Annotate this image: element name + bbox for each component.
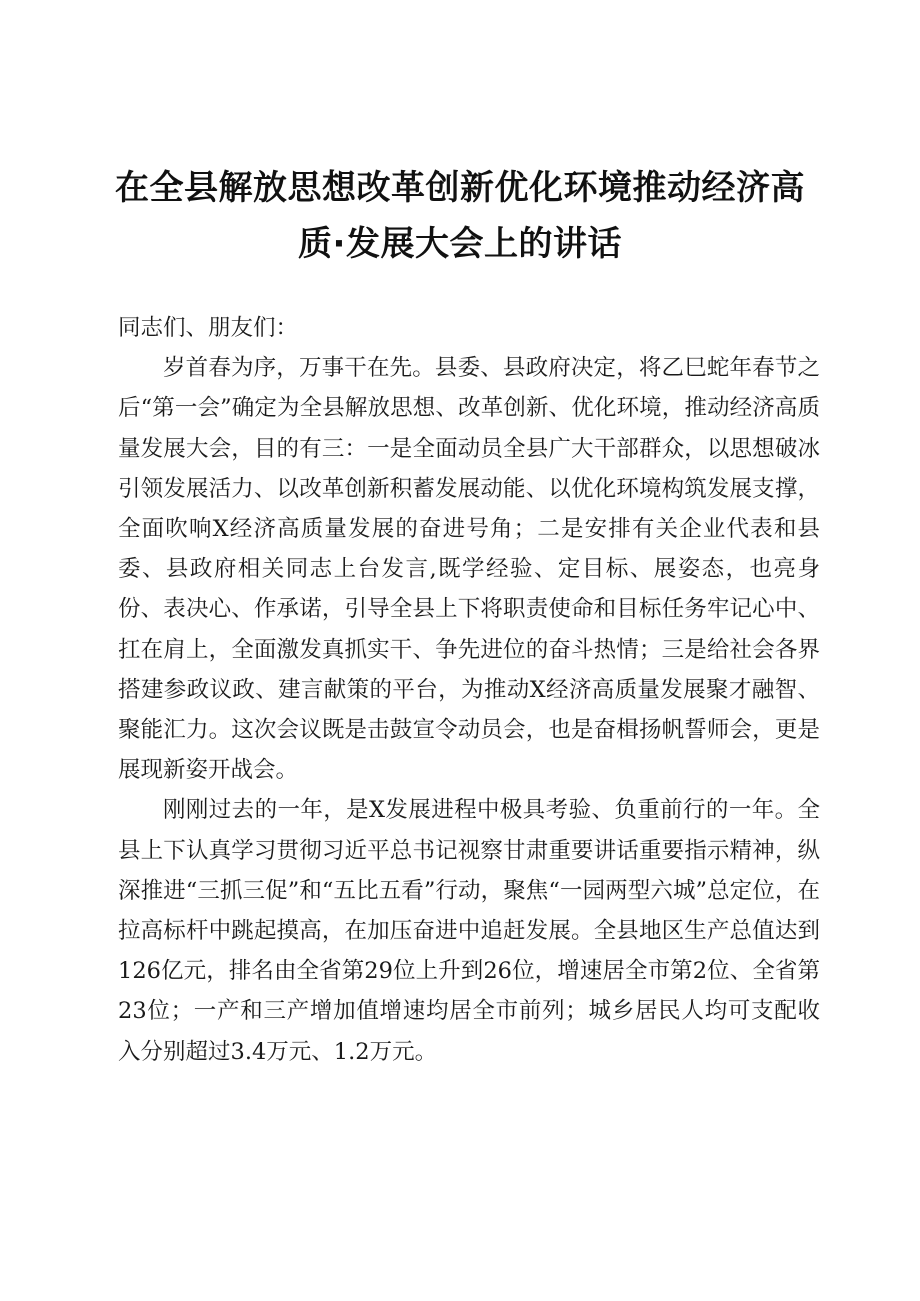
title-line-1: 在全县解放思想改革创新优化环境推动经济高 — [115, 168, 805, 208]
document-body — [118, 308, 820, 1072]
salutation: 同志们、朋友们： — [118, 315, 299, 341]
paragraph: 岁首春为序，万事干在先。县委、县政府决定，将乙巳蛇年春节之后“第一会”确定为全县解放思想、改革创新、优化环境，推动经济高质量发展大会，目的有三：一是全面动员全县广大干部群众，以思想破冰引领发展活力、以改革创新积蓄发展动能、以优化环境构筑发展支撑，全面吹响X经济高质量发展的奋进号角；二是安排有关企业代表和县委、县政府相关同志上台发言,既学经验、定目标、展姿态，也亮身份、表决心、作承诺，引导全县上下将职责使命和目标任务牢记心中、扛在肩上，全面激发真抓实干、争先进位的奋斗热情；三是给社会各界搭建参政议政、建言献策的平台，为推动X经济高质量发展聚才融智、聚能汇力。这次会议既是击鼓宣令动员会，也是奋楫扬帆誓师会，更是展现新姿开战会。 — [118, 355, 820, 784]
document-title — [110, 160, 810, 272]
title-line-2: 质·发展大会上的讲话 — [298, 224, 622, 264]
paragraph: 刚刚过去的一年，是X发展进程中极具考验、负重前行的一年。全县上下认真学习贯彻习近平总书记视察甘肃重要讲话重要指示精神，纵深推进“三抓三促”和“五比五看”行动，聚焦“一园两型六城”总定位，在拉高标杆中跳起摸高，在加压奋进中追赶发展。全县地区生产总值达到126亿元，排名由全省第29位上升到26位，增速居全市第2位、全省第23位；一产和三产增加值增速均居全市前列；城乡居民人均可支配收入分别超过3.4万元、1.2万元。 — [118, 797, 820, 1065]
